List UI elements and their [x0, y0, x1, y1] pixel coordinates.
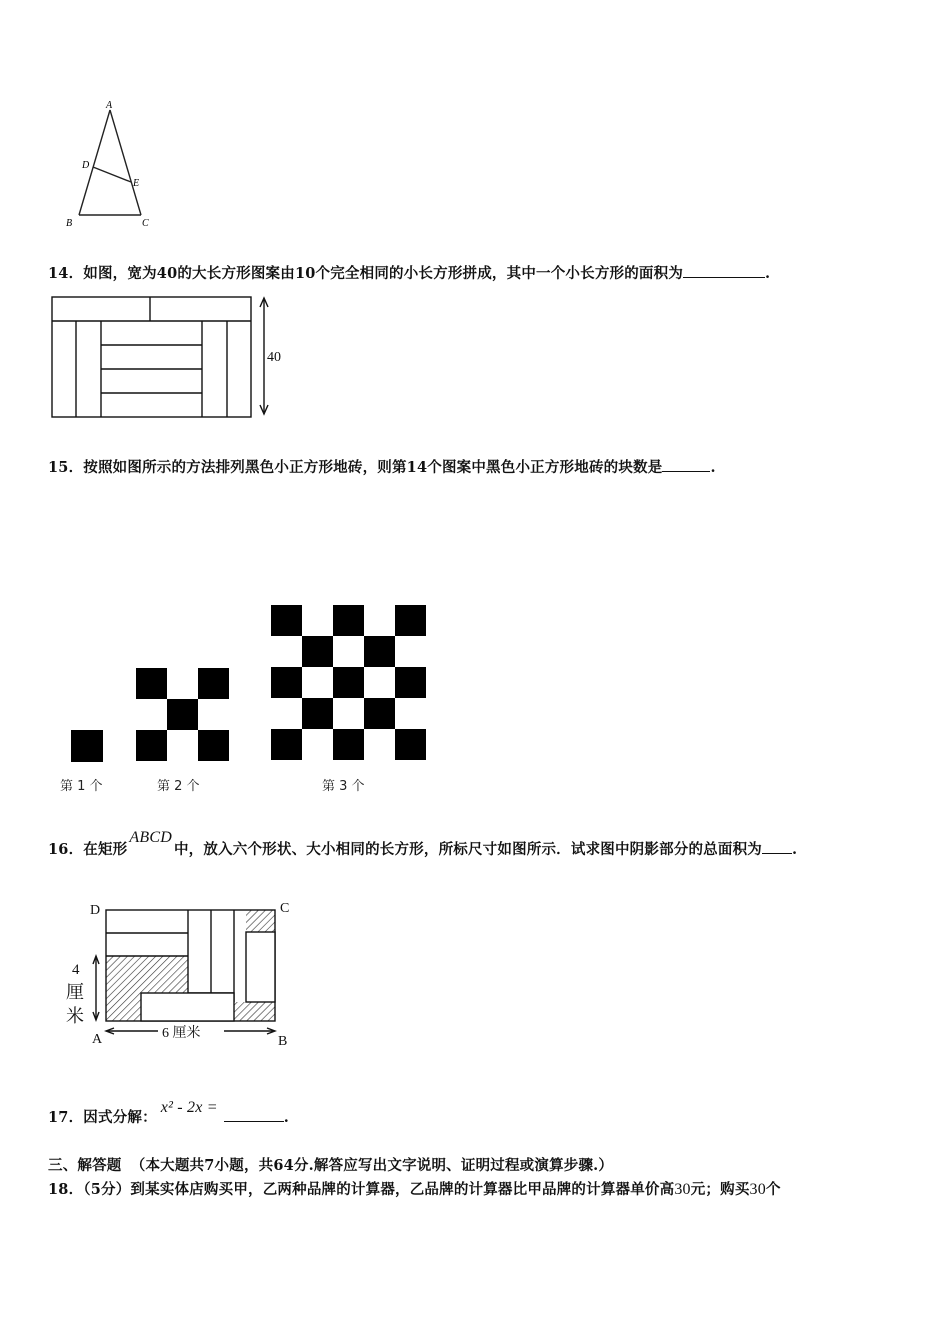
- p3-tile: [395, 605, 426, 636]
- q16-corner-c: C: [280, 901, 290, 916]
- q14-rectangle-diagram: [48, 294, 298, 422]
- p3-tile: [333, 667, 364, 698]
- q18-text-1: 到某实体店购买甲，乙两种品牌的计算器，乙品牌的计算器比甲品牌的计算器单价高: [130, 1181, 675, 1198]
- q14-end: .: [765, 265, 771, 282]
- q14-width-label: 40: [267, 350, 281, 365]
- q14-answer-blank[interactable]: [683, 263, 765, 278]
- q16-corner-a: A: [92, 1032, 103, 1047]
- q16-end: .: [791, 841, 798, 858]
- p2-tile: [167, 699, 198, 730]
- question-16: [48, 829, 798, 859]
- q14-text: 如图，宽为40的大长方形图案由10个完全相同的小长方形拼成，其中一个小长方形的面积为: [83, 265, 684, 282]
- question-17: [48, 1099, 289, 1127]
- p3-tile: [364, 698, 395, 729]
- p2-tile: [136, 730, 167, 761]
- vertex-d-label: D: [82, 160, 90, 171]
- q17-end: .: [283, 1109, 289, 1126]
- p2-tile: [136, 668, 167, 699]
- q15-answer-blank[interactable]: [662, 457, 710, 472]
- q16-corner-d: D: [90, 903, 101, 918]
- p3-tile: [271, 729, 302, 760]
- q15-figure: [60, 600, 440, 800]
- q15-end: .: [710, 459, 716, 476]
- triangle-diagram: [60, 96, 160, 236]
- vertex-b-label: B: [66, 218, 73, 229]
- vertex-e-label: E: [133, 178, 140, 189]
- q17-answer-blank[interactable]: [224, 1107, 284, 1122]
- q17-text: 因式分解：: [83, 1109, 157, 1126]
- q16-height-value: 4: [72, 962, 80, 978]
- q15-text: 按照如图所示的方法排列黑色小正方形地砖，则第14个图案中黑色小正方形地砖的块数是: [83, 459, 663, 476]
- q17-number: 17．: [48, 1109, 84, 1126]
- p3-tile: [302, 636, 333, 667]
- q14-figure: [48, 294, 298, 422]
- q15-number: 15．: [48, 459, 84, 476]
- q16-rectangle-diagram: [60, 896, 310, 1056]
- p3-tile: [395, 667, 426, 698]
- p3-tile: [395, 729, 426, 760]
- vertex-a-label: A: [106, 100, 113, 111]
- p1-tile: [71, 730, 103, 762]
- q15-caption-2: 第 2 个: [157, 779, 200, 794]
- q16-width-label: 6 厘米: [162, 1026, 201, 1041]
- q16-text-before: 在矩形: [83, 841, 128, 858]
- q15-caption-3: 第 3 个: [322, 779, 365, 794]
- q16-text-after: 中，放入六个形状、大小相同的长方形，所标尺寸如图所示．试求图中阴影部分的总面积为: [173, 841, 762, 858]
- p3-tile: [271, 667, 302, 698]
- side-ac: [110, 110, 141, 215]
- question-18: [48, 1178, 781, 1199]
- q16-math-abcd: ABCD: [129, 829, 172, 846]
- p3-tile: [333, 729, 364, 760]
- shaded-bottom-right: [232, 1002, 275, 1021]
- q14-number: 14．: [48, 265, 84, 282]
- p3-tile: [302, 698, 333, 729]
- q16-number: 16．: [48, 841, 84, 858]
- q18-text-2: 元；购买: [690, 1181, 750, 1198]
- q15-tile-patterns: [60, 600, 440, 800]
- q16-corner-b: B: [278, 1034, 288, 1049]
- q16-figure: [60, 896, 310, 1056]
- q18-score: （5分）: [83, 1181, 131, 1198]
- section-3-note: （本大题共7小题，共64分.解答应写出文字说明、证明过程或演算步骤.）: [130, 1157, 614, 1174]
- q18-value-2: 30: [749, 1181, 766, 1198]
- q16-height-unit-2: 米: [66, 1006, 84, 1026]
- q17-math: x² - 2x =: [160, 1099, 218, 1116]
- shaded-top-right: [246, 910, 275, 932]
- p2-tile: [198, 668, 229, 699]
- p3-tile: [271, 605, 302, 636]
- q16-height-unit-1: 厘: [66, 982, 84, 1002]
- p3-tile: [364, 636, 395, 667]
- question-14: [48, 262, 770, 283]
- vertex-c-label: C: [142, 218, 149, 229]
- question-15: [48, 456, 716, 477]
- q18-value-1: 30: [674, 1181, 691, 1198]
- q15-caption-1: 第 1 个: [60, 779, 103, 794]
- section-3-heading: [48, 1154, 613, 1175]
- q14-outer-rect: [52, 297, 251, 417]
- p2-tile: [198, 730, 229, 761]
- q18-number: 18．: [48, 1181, 84, 1198]
- p3-tile: [333, 605, 364, 636]
- section-3-title: 三、解答题: [48, 1157, 122, 1174]
- triangle-figure: [60, 96, 160, 236]
- q16-answer-blank[interactable]: [762, 839, 792, 854]
- segment-de: [93, 167, 131, 182]
- q18-text-3: 个: [765, 1181, 781, 1198]
